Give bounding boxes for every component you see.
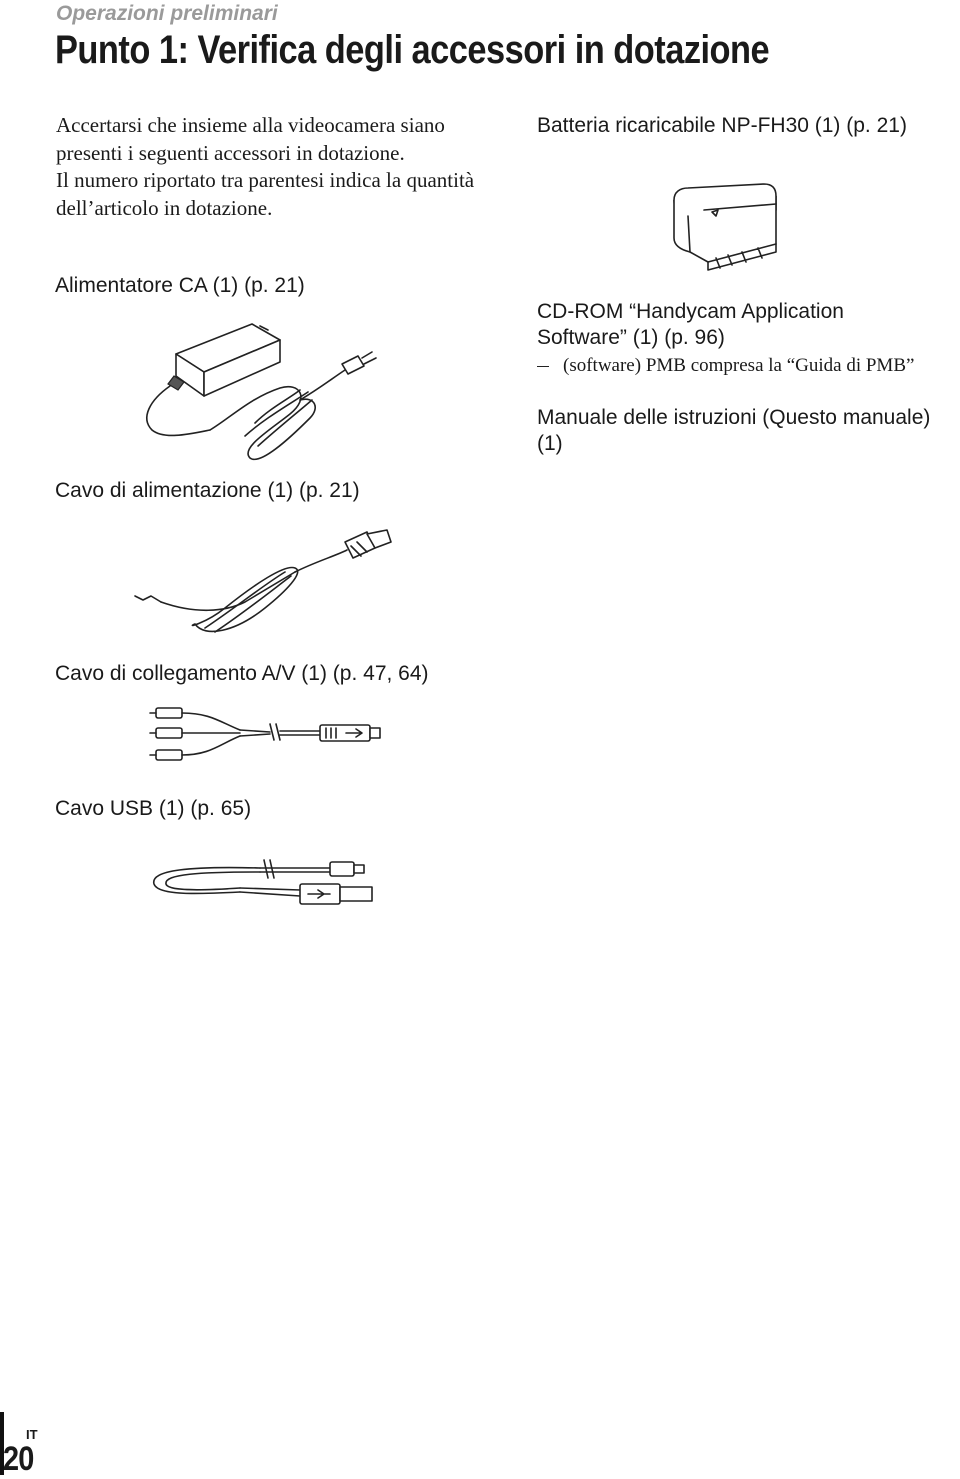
usb-cable-illustration <box>150 850 380 920</box>
power-cord-illustration <box>135 528 405 648</box>
battery-illustration <box>668 180 788 280</box>
manual-label: Manuale delle istruzioni (Questo manuale) (1) <box>537 406 931 455</box>
av-cable-illustration <box>150 700 390 770</box>
cdrom-note-text: (software) PMB compresa la “Guida di PMB” <box>563 355 915 376</box>
page-title: Punto 1: Verifica degli accessori in dotazione <box>55 28 770 72</box>
power-cord-label: Cavo di alimentazione (1) (p. 21) <box>55 479 360 502</box>
battery-label: Batteria ricaricabile NP-FH30 (1) (p. 21) <box>537 114 907 137</box>
page-number: 20 <box>3 1440 34 1478</box>
usb-cable-label: Cavo USB (1) (p. 65) <box>55 797 252 820</box>
cdrom-note <box>537 355 914 377</box>
av-cable-label: Cavo di collegamento A/V (1) (p. 47, 64) <box>55 662 429 685</box>
cdrom-label: CD-ROM “Handycam Application Software” (1) (p. 96) <box>537 300 844 349</box>
dash-mark <box>537 366 549 367</box>
ac-adaptor-illustration <box>140 318 400 468</box>
ac-adaptor-label: Alimentatore CA (1) (p. 21) <box>55 274 305 297</box>
language-code: IT <box>26 1427 38 1442</box>
intro-paragraph-1: Accertarsi che insieme alla videocamera siano presenti i seguenti accessori in dotazione. <box>56 113 445 165</box>
intro-text <box>56 112 486 222</box>
section-label: Operazioni preliminari <box>56 2 278 25</box>
intro-paragraph-2: Il numero riportato tra parentesi indica la quantità dell’articolo in dotazione. <box>56 168 475 220</box>
